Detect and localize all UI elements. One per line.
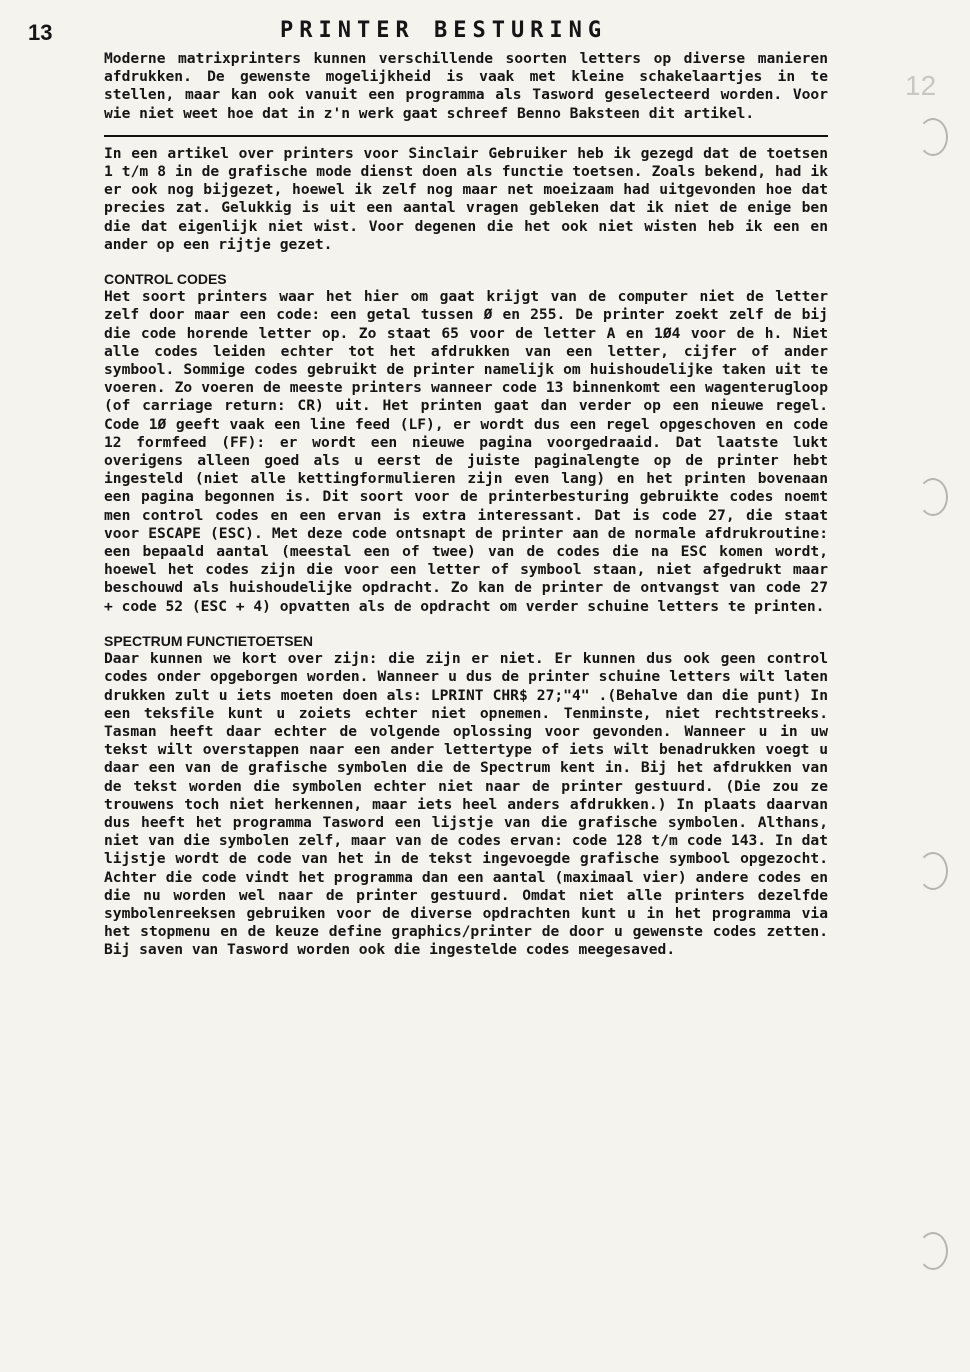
- intro-paragraph: Moderne matrixprinters kunnen verschillende soorten letters op diverse manieren afdrukken. De gewenste mogelijkheid is vaak met kleine schakelaartjes in te stellen, maar kan ook vanuit een programma als Tasword geselecteerd worden. Voor wie niet weet hoe dat in z'n werk gaat schreef Benno Baksteen dit artikel.: [104, 50, 828, 122]
- intro-divider: [104, 135, 828, 137]
- section-heading: SPECTRUM FUNCTIETOETSEN: [104, 632, 313, 649]
- paragraph: Het soort printers waar het hier om gaat krijgt van de computer niet de letter zelf door maar een code: een getal tussen Ø en 255. De printer zoekt zelf de bij die code horende letter op. Zo staat 65 voor de letter A en 1Ø4 voor de h. Niet alle codes leiden echter tot het afdrukken van een letter, cijfer of ander symbool. Sommige codes gebruikt de printer namelijk om huishoudelijke taken uit te voeren. Zo voeren de meeste printers wanneer code 13 binnenkomt een wagenterugloop (of carriage return: CR) uit. Het printen gaat dan verder op een nieuwe regel. Code 1Ø geeft vaak een line feed (LF), er wordt dus een regel opgeschoven en code 12 formfeed (FF): er wordt een nieuwe pagina voorgedraaid. Dat laatste lukt overigens alleen goed als u eerst de juiste paginalengte op de printer hebt ingesteld (niet alle kettingformulieren zijn even lang) en het printen bovenaan een pagina begonnen is. Dit soort voor de printerbesturing gebruikte codes noemt men control codes en een ervan is extra interessant. Dat is code 27, die staat voor ESCAPE (ESC). Met deze code ontsnapt de printer aan de normale afdrukroutine: een bepaald aantal (meestal een of twee) van de codes die na ESC komen wordt, hoewel het codes zijn die voor een letter of symbool staan, niet afgedrukt maar beschouwd als huishoudelijke opdracht. Zo kan de printer de ontvangst van code 27 + code 52 (ESC + 4) opvatten als de opdracht om verder schuine letters te printen.: [104, 288, 828, 615]
- bleed-through-page-number: 12: [905, 70, 937, 101]
- section-heading: CONTROL CODES: [104, 271, 227, 288]
- article-body: [104, 50, 828, 960]
- paragraph: In een artikel over printers voor Sinclair Gebruiker heb ik gezegd dat de toetsen 1 t/m 8 in de grafische mode dienst doen als functie toetsen. Zoals bekend, had ik er ook nog bijgezet, hoewel ik zelf nog maar net moeizaam had uitgevonden hoe dat precies zat. Gelukkig is uit een aantal vragen gebleken dat ik niet de enige ben die dat eigenlijk niet wist. Voor degenen die het ook niet wisten heb ik een en ander op een rijtje gezet.: [104, 144, 828, 253]
- page-number: 13: [28, 20, 53, 45]
- punch-hole-mark: [918, 478, 948, 516]
- page-title: PRINTER BESTURING: [280, 18, 608, 43]
- punch-hole-mark: [918, 118, 948, 156]
- paragraph: Daar kunnen we kort over zijn: die zijn er niet. Er kunnen dus ook geen control codes onder opgeborgen worden. Wanneer u dus de printer schuine letters wilt laten drukken zult u iets moeten doen als: LPRINT CHR$ 27;"4" .(Behalve dan die punt) In een teksfile kunt u zoiets echter niet opnemen. Tenminste, niet rechtstreeks. Tasman heeft daar echter de volgende oplossing voor gevonden. Wanneer u in uw tekst wilt overstappen naar een ander lettertype of iets wilt benadrukken voegt u daar een van de grafische symbolen die de Spectrum kent in. Bij het afdrukken van de tekst worden die symbolen echter niet naar de printer gestuurd. (Die zou ze trouwens toch niet herkennen, maar iets heel anders afdrukken.) In plaats daarvan dus heeft het programma Tasword een lijstje van die grafische symbolen. Althans, niet van die symbolen zelf, maar van de codes ervan: code 128 t/m code 143. In dat lijstje wordt de code van het in de tekst ingevoegde grafische symbool opgezocht. Achter die code vindt het programma dan een aantal (maximaal vier) andere codes en die nu worden wel naar de printer gestuurd. Omdat niet alle printers dezelfde symbolenreeksen gebruiken voor de diverse opdrachten kunt u in het programma via het stopmenu en de keuze define graphics/printer de door u gewenste codes zetten. Bij saven van Tasword worden ook die ingestelde codes meegesaved.: [104, 650, 828, 959]
- punch-hole-mark: [918, 852, 948, 890]
- punch-hole-mark: [918, 1232, 948, 1270]
